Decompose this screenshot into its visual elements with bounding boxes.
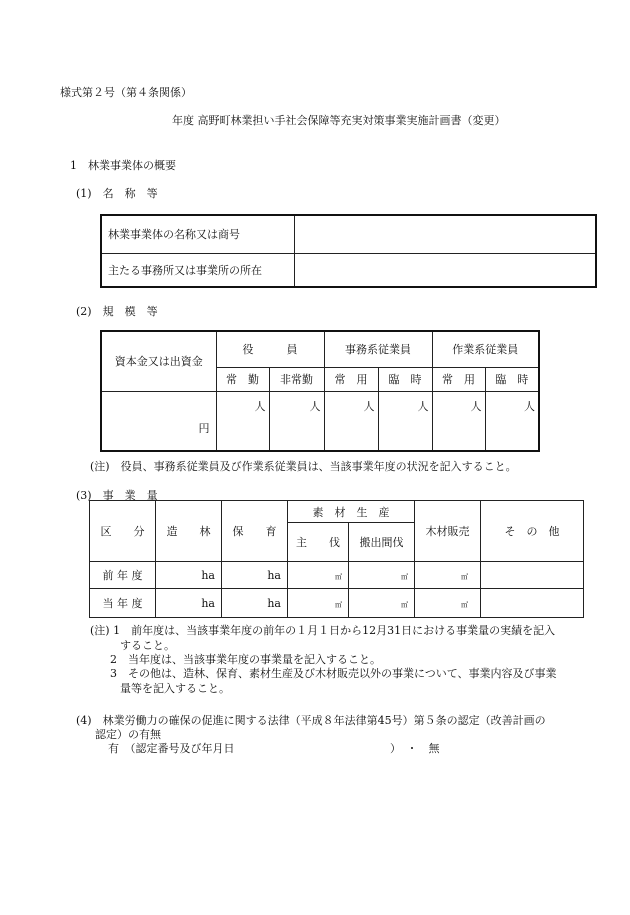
- timber-sales-field[interactable]: [415, 589, 481, 618]
- certification-yes-option[interactable]: 有 （認定番号及び年月日: [108, 742, 235, 755]
- document-title: 年度 高野町林業担い手社会保障等充実対策事業実施計画書（変更）: [172, 114, 506, 127]
- count-field[interactable]: [324, 391, 378, 451]
- thinning-field[interactable]: [349, 562, 415, 589]
- address-value-field[interactable]: [294, 253, 596, 287]
- thinning-field[interactable]: [349, 589, 415, 618]
- main-cutting-field[interactable]: [288, 562, 349, 589]
- officers-header: 役 員: [216, 331, 324, 367]
- certification-no-option[interactable]: ） ・ 無: [390, 742, 440, 755]
- subheader-temporary: 臨 時: [485, 367, 539, 391]
- planting-field[interactable]: [156, 562, 222, 589]
- section-1-2-heading: (2) 規 模 等: [76, 305, 158, 318]
- timber-sales-field[interactable]: [415, 562, 481, 589]
- count-field[interactable]: [216, 391, 269, 451]
- ha-unit: ha: [267, 596, 281, 610]
- scale-note: (注) 役員、事務系従業員及び作業系従業員は、当該事業年度の状況を記入すること。: [90, 460, 517, 473]
- ha-unit: ha: [267, 568, 281, 582]
- thinning-header: 搬出間伐: [349, 523, 415, 562]
- field-staff-header: 作業系従業員: [432, 331, 539, 367]
- volume-note-1-cont: すること。: [120, 639, 175, 652]
- person-unit: 人: [524, 399, 535, 413]
- count-field[interactable]: [269, 391, 324, 451]
- section-1-4-line2: 認定）の有無: [95, 728, 161, 741]
- subheader-parttime: 非常勤: [269, 367, 324, 391]
- m3-unit: ㎥: [401, 600, 408, 609]
- m3-unit: ㎥: [461, 572, 468, 581]
- person-unit: 人: [470, 399, 482, 413]
- name-table: [100, 214, 597, 288]
- main-cutting-header: 主 伐: [288, 523, 349, 562]
- volume-note-2: 2 当年度は、当該事業年度の事業量を記入すること。: [110, 653, 381, 666]
- form-id: 様式第２号（第４条関係）: [60, 86, 192, 99]
- material-production-header: 素 材 生 産: [288, 501, 415, 523]
- address-label: 主たる事務所又は事業所の所在: [101, 253, 294, 287]
- m3-unit: ㎥: [335, 572, 342, 581]
- tending-field[interactable]: [222, 562, 288, 589]
- m3-unit: ㎥: [335, 600, 342, 609]
- ha-unit: ha: [201, 596, 215, 610]
- yen-unit: 円: [198, 422, 210, 435]
- other-field[interactable]: [481, 562, 584, 589]
- section-1-heading: 1 林業事業体の概要: [70, 159, 176, 172]
- subheader-regular: 常 用: [432, 367, 485, 391]
- m3-unit: ㎥: [401, 572, 408, 581]
- row-previous-year-label: 前 年 度: [90, 562, 156, 589]
- volume-note-1: (注) 1 前年度は、当該事業年度の前年の１月１日から12月31日における事業量の実績を記入: [90, 624, 556, 637]
- tending-header: 保 育: [222, 501, 288, 562]
- ha-unit: ha: [201, 568, 215, 582]
- subheader-temporary: 臨 時: [378, 367, 432, 391]
- other-header: そ の 他: [481, 501, 584, 562]
- name-label: 林業事業体の名称又は商号: [101, 215, 294, 253]
- person-unit: 人: [309, 399, 321, 413]
- planting-header: 造 林: [156, 501, 222, 562]
- capital-label: 資本金又は出資金: [101, 331, 216, 391]
- person-unit: 人: [254, 399, 266, 413]
- m3-unit: ㎥: [461, 600, 468, 609]
- office-staff-header: 事務系従業員: [324, 331, 432, 367]
- tending-field[interactable]: [222, 589, 288, 618]
- capital-field[interactable]: [101, 391, 216, 451]
- count-field[interactable]: [485, 391, 539, 451]
- row-current-year-label: 当 年 度: [90, 589, 156, 618]
- person-unit: 人: [363, 399, 375, 413]
- timber-sales-header: 木材販売: [415, 501, 481, 562]
- main-cutting-field[interactable]: [288, 589, 349, 618]
- volume-note-3: 3 その他は、造林、保育、素材生産及び木材販売以外の事業について、事業内容及び事業: [110, 667, 557, 680]
- count-field[interactable]: [378, 391, 432, 451]
- subheader-regular: 常 用: [324, 367, 378, 391]
- subheader-fulltime: 常 勤: [216, 367, 269, 391]
- section-1-1-heading: (1) 名 称 等: [76, 187, 158, 200]
- volume-table: [89, 500, 584, 618]
- count-field[interactable]: [432, 391, 485, 451]
- scale-table: [100, 330, 540, 452]
- other-field[interactable]: [481, 589, 584, 618]
- planting-field[interactable]: [156, 589, 222, 618]
- section-1-4-line1: (4) 林業労働力の確保の促進に関する法律（平成８年法律第45号）第５条の認定（改善計画の: [76, 714, 546, 727]
- division-header: 区 分: [90, 501, 156, 562]
- volume-note-3-cont: 量等を記入すること。: [120, 682, 230, 695]
- section-1-3-heading: (3) 事 業 量: [76, 489, 158, 502]
- person-unit: 人: [417, 399, 429, 413]
- name-value-field[interactable]: [294, 215, 596, 253]
